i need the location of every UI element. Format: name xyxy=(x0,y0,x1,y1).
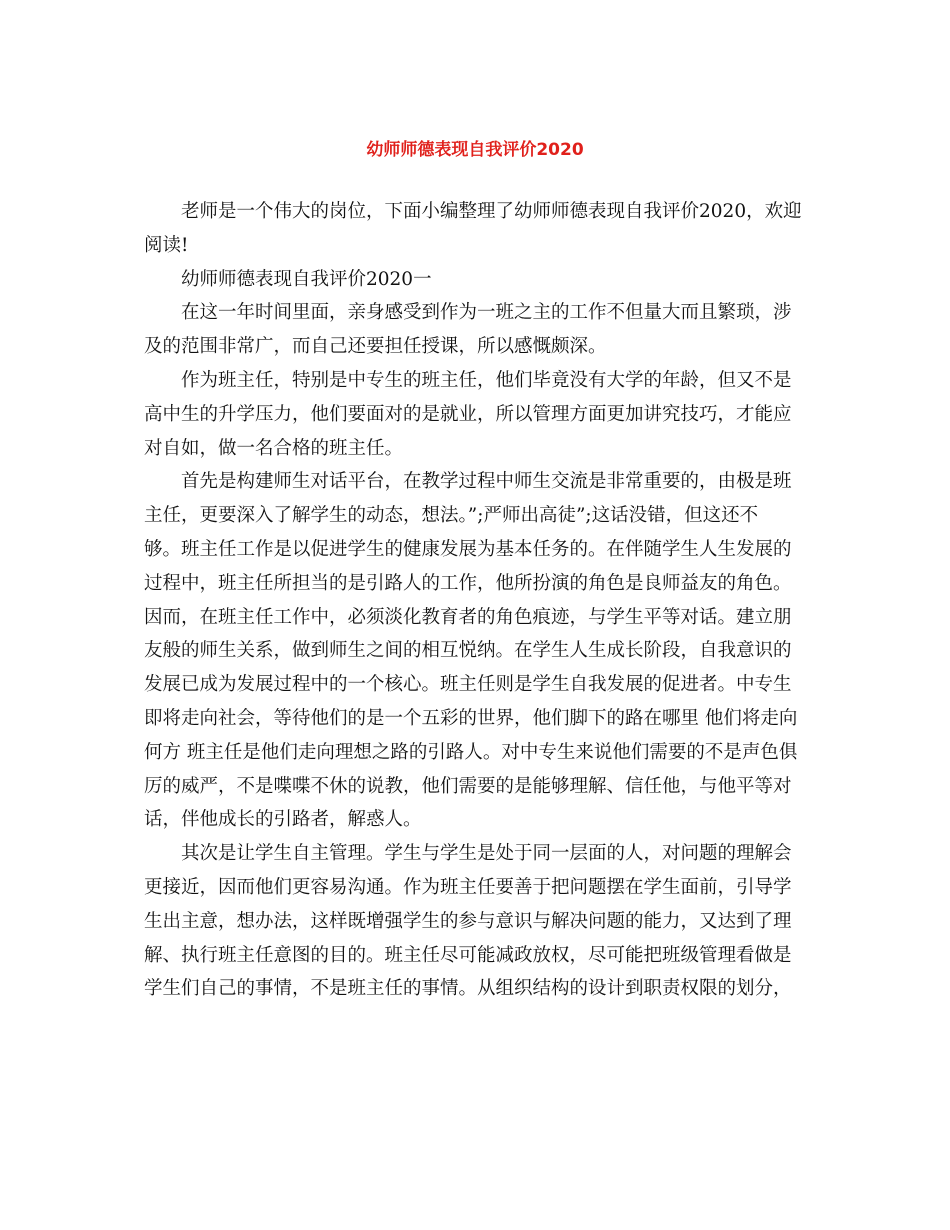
paragraph-line: 对自如，做一名合格的班主任。 xyxy=(144,437,404,459)
paragraph-line: 学生们自己的事情，不是班主任的事情。从组织结构的设计到职责权限的划分， xyxy=(144,978,792,1000)
paragraph-line: 够。班主任工作是以促进学生的健康发展为基本任务的。在伴随学生人生发展的 xyxy=(144,538,792,560)
paragraph-line: 主任，更要深入了解学生的动态，想法。”;严师出高徒”;这话没错，但这还不 xyxy=(144,505,759,527)
paragraph-line: 厉的威严，不是喋喋不休的说教，他们需要的是能够理解、信任他，与他平等对 xyxy=(144,775,792,797)
document-body xyxy=(144,195,810,1006)
paragraph xyxy=(144,263,810,297)
paragraph-line: 作为班主任，特别是中专生的班主任，他们毕竟没有大学的年龄，但又不是 xyxy=(181,369,792,391)
paragraph-line: 首先是构建师生对话平台，在教学过程中师生交流是非常重要的，由极是班 xyxy=(181,471,792,493)
paragraph-line: 生出主意，想办法，这样既增强学生的参与意识与解决问题的能力，又达到了理 xyxy=(144,910,792,932)
paragraph xyxy=(144,296,810,364)
paragraph-line: 阅读! xyxy=(144,234,189,256)
paragraph-line: 发展已成为发展过程中的一个核心。班主任则是学生自我发展的促进者。中专生 xyxy=(144,674,792,696)
paragraph xyxy=(144,465,810,837)
paragraph-line: 高中生的升学压力，他们要面对的是就业，所以管理方面更加讲究技巧，才能应 xyxy=(144,403,792,425)
paragraph xyxy=(144,195,810,263)
paragraph-line: 即将走向社会，等待他们的是一个五彩的世界，他们脚下的路在哪里 他们将走向 xyxy=(144,707,798,729)
paragraph-line: 幼师师德表现自我评价2020一 xyxy=(181,268,432,290)
paragraph-line: 更接近，因而他们更容易沟通。作为班主任要善于把问题摆在学生面前，引导学 xyxy=(144,876,792,898)
paragraph-line: 话，伴他成长的引路者，解惑人。 xyxy=(144,809,422,831)
paragraph-line: 因而，在班主任工作中，必须淡化教育者的角色痕迹，与学生平等对话。建立朋 xyxy=(144,606,792,628)
paragraph-line: 及的范围非常广，而自己还要担任授课，所以感慨颇深。 xyxy=(144,336,607,358)
paragraph-line: 友般的师生关系，做到师生之间的相互悦纳。在学生人生成长阶段，自我意识的 xyxy=(144,640,792,662)
paragraph-line: 过程中，班主任所担当的是引路人的工作，他所扮演的角色是良师益友的角色。 xyxy=(144,572,792,594)
paragraph-line: 老师是一个伟大的岗位，下面小编整理了幼师师德表现自我评价2020，欢迎 xyxy=(181,201,802,222)
paragraph-line: 何方 班主任是他们走向理想之路的引路人。对中专生来说他们需要的不是声色俱 xyxy=(144,741,798,763)
paragraph-line: 在这一年时间里面，亲身感受到作为一班之主的工作不但量大而且繁琐，涉 xyxy=(181,302,792,324)
paragraph xyxy=(144,364,810,465)
document-title: 幼师师德表现自我评价2020 xyxy=(366,140,584,160)
paragraph-line: 解、执行班主任意图的目的。班主任尽可能减政放权，尽可能把班级管理看做是 xyxy=(144,944,792,966)
paragraph xyxy=(144,837,810,1006)
paragraph-line: 其次是让学生自主管理。学生与学生是处于同一层面的人，对问题的理解会 xyxy=(181,843,792,865)
